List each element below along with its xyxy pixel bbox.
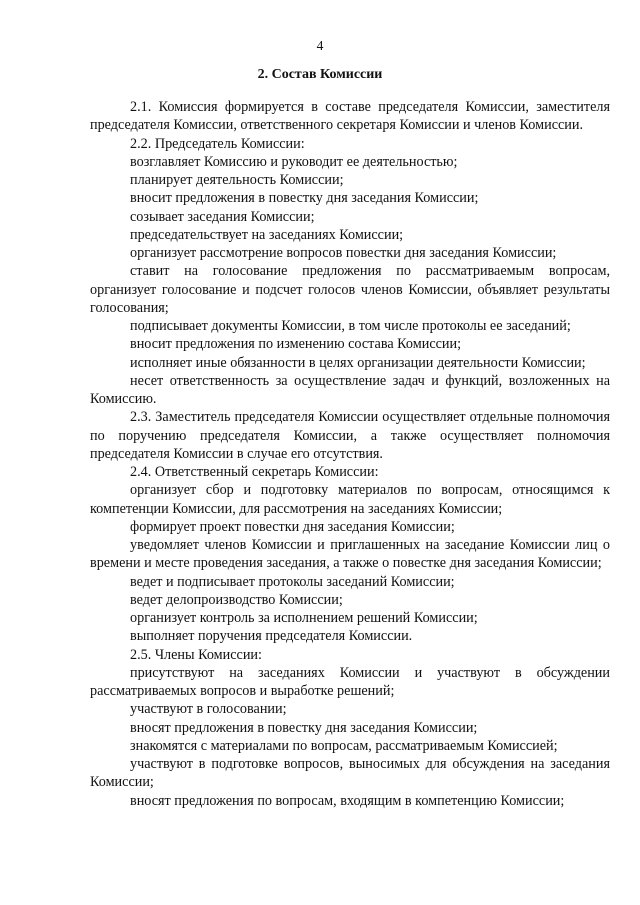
list-item: исполняет иные обязанности в целях организации деятельности Комиссии; xyxy=(130,354,586,371)
list-item: участвуют в голосовании; xyxy=(130,701,287,718)
list-item: планирует деятельность Комиссии; xyxy=(130,172,344,188)
list-item: вносят предложения в повестку дня заседания Комиссии; xyxy=(130,719,478,736)
paragraph-2-5-heading: 2.5. Члены Комиссии: xyxy=(130,646,262,663)
list-item: организует сбор и подготовку материалов по вопросам, относящимся к компетенции Комиссии, для рассмотрения на заседаниях Комиссии; xyxy=(90,482,610,517)
list-item: несет ответственность за осуществление задач и функций, возложенных на Комиссию. xyxy=(90,372,610,407)
paragraph-2-1: 2.1. Комиссия формируется в составе председателя Комиссии, заместителя председателя Комиссии, ответственного секретаря Комиссии и членов Комиссии. xyxy=(90,99,610,134)
list-item: присутствуют на заседаниях Комиссии и участвуют в обсуждении рассматриваемых вопросов и выработке решений; xyxy=(90,664,610,699)
paragraph-2-3: 2.3. Заместитель председателя Комиссии осуществляет отдельные полномочия по поручению председателя Комиссии, а также осуществляет полномочия председателя Комиссии в случае его отсутствия. xyxy=(90,409,610,462)
list-item: ведет и подписывает протоколы заседаний Комиссии; xyxy=(130,573,455,590)
list-item: возглавляет Комиссию и руководит ее деятельностью; xyxy=(130,153,458,170)
list-item: созывает заседания Комиссии; xyxy=(130,208,315,225)
section-body xyxy=(90,98,610,810)
list-item: знакомятся с материалами по вопросам, рассматриваемым Комиссией; xyxy=(130,737,558,754)
list-item: организует контроль за исполнением решений Комиссии; xyxy=(130,610,478,626)
list-item: вносят предложения по вопросам, входящим в компетенцию Комиссии; xyxy=(130,792,565,809)
list-item: ведет делопроизводство Комиссии; xyxy=(130,591,343,608)
list-item: организует рассмотрение вопросов повестки дня заседания Комиссии; xyxy=(130,245,557,261)
list-item: уведомляет членов Комиссии и приглашенных на заседание Комиссии лиц о времени и месте проведения заседания, а также о повестке дня заседания Комиссии; xyxy=(90,537,610,572)
list-item: формирует проект повестки дня заседания Комиссии; xyxy=(130,518,455,535)
section-title: 2. Состав Комиссии xyxy=(257,67,383,82)
paragraph-2-2-heading: 2.2. Председатель Комиссии: xyxy=(130,135,305,152)
paragraph-2-4-heading: 2.4. Ответственный секретарь Комиссии: xyxy=(130,464,379,480)
list-item: ставит на голосование предложения по рассматриваемым вопросам, организует голосование и подсчет голосов членов Комиссии, объявляет результаты голосования; xyxy=(90,263,610,316)
list-item: вносит предложения в повестку дня заседания Комиссии; xyxy=(130,190,479,207)
list-item: подписывает документы Комиссии, в том числе протоколы ее заседаний; xyxy=(130,318,571,334)
page-number: 4 xyxy=(316,38,324,53)
list-item: вносит предложения по изменению состава Комиссии; xyxy=(130,336,462,353)
list-item: участвуют в подготовке вопросов, выносимых для обсуждения на заседания Комиссии; xyxy=(90,756,610,791)
list-item: председательствует на заседаниях Комиссии; xyxy=(130,226,404,243)
list-item: выполняет поручения председателя Комиссии. xyxy=(130,628,413,645)
